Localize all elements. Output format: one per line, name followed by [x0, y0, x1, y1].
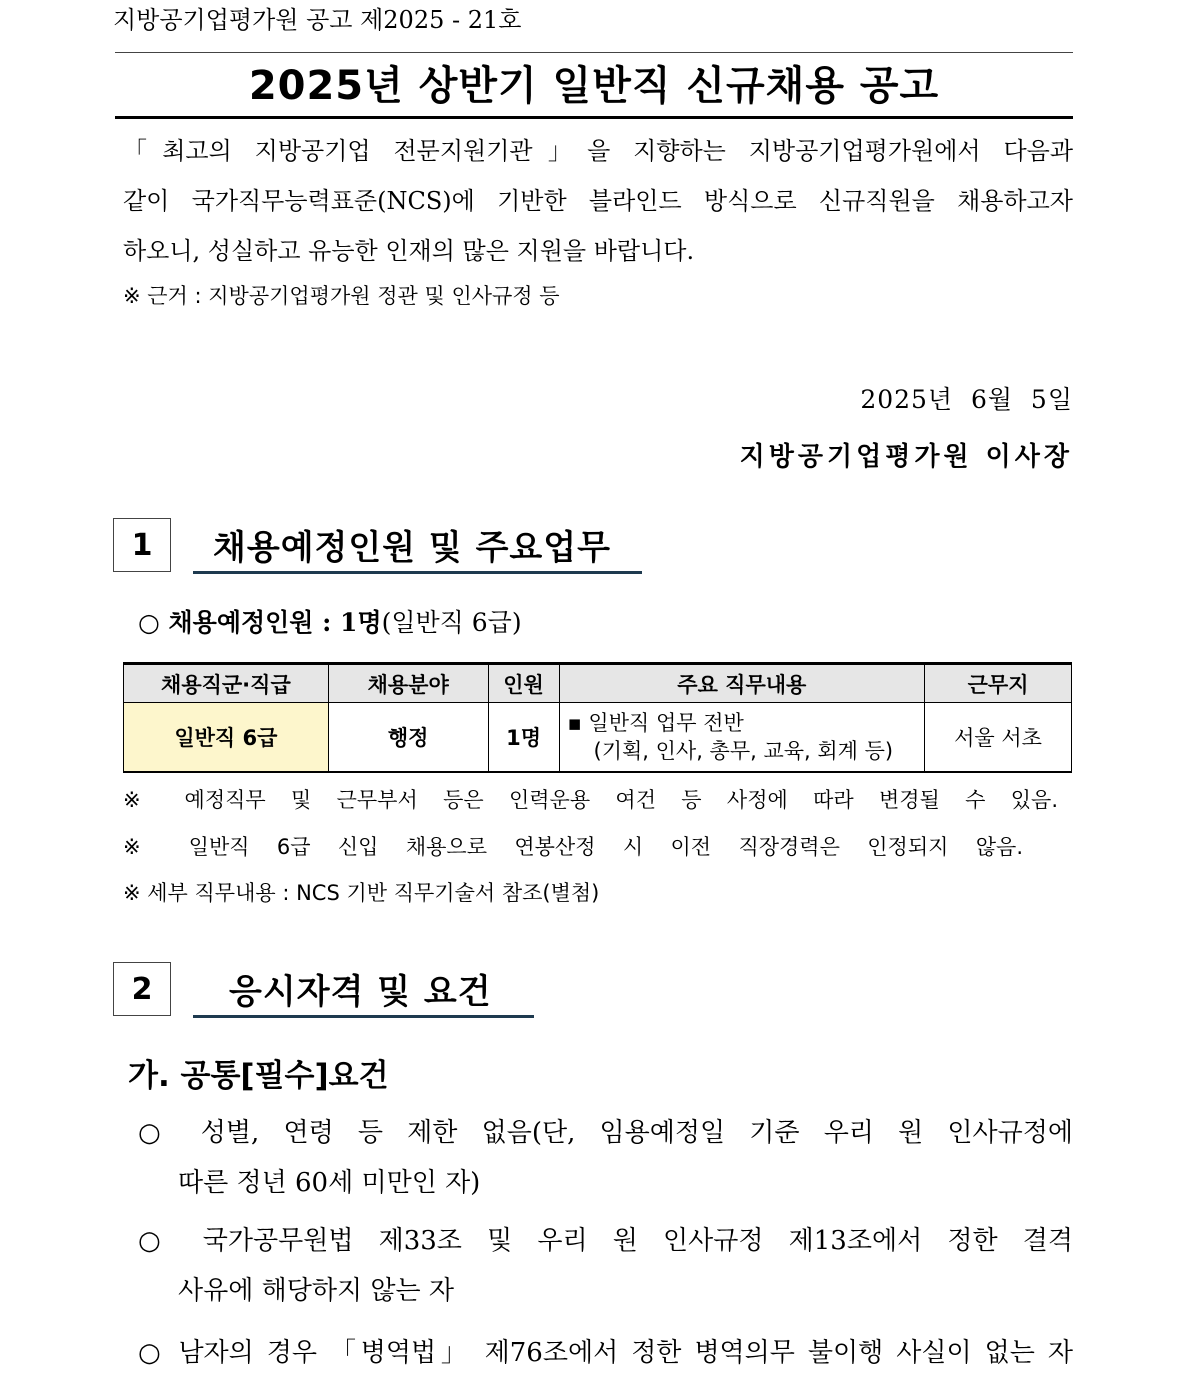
requirement-item	[138, 1216, 1073, 1316]
table-header-cell: 근무지	[925, 664, 1072, 703]
duty-line: (기획, 인사, 총무, 교육, 회계 등)	[593, 739, 894, 763]
workplace-cell: 서울 서초	[925, 703, 1072, 773]
section-title-1: 채용예정인원 및 주요업무	[213, 528, 611, 568]
header-divider	[115, 52, 1073, 53]
announcement-number: 지방공기업평가원 공고 제2025 - 21호	[113, 6, 522, 34]
intro-line: 「최고의 지방공기업 전문지원기관」을 지향하는 지방공기업평가원에서 다음과	[123, 137, 1073, 165]
requirement-line: ○ 국가공무원법 제33조 및 우리 원 인사규정 제13조에서 정한 결격	[138, 1226, 1073, 1256]
intro-line: 하오니, 성실하고 유능한 인재의 많은 지원을 바랍니다.	[123, 237, 695, 265]
announcement-date: 2025년 6월 5일	[860, 385, 1073, 414]
title-divider	[115, 116, 1073, 119]
requirement-item	[138, 1108, 1073, 1208]
note-line: ※ 예정직무 및 근무부서 등은 인력운용 여건 등 사정에 따라 변경될 수 있음.	[123, 788, 1058, 812]
requirement-line: ○ 성별, 연령 등 제한 없음(단, 임용예정일 기준 우리 원 인사규정에	[138, 1118, 1073, 1148]
duty-line: ▪ 일반직 업무 전반	[567, 711, 744, 735]
headcount-label: ○ 채용예정인원 : 1명	[138, 608, 382, 637]
requirement-line: ○ 남자의 경우 「병역법」 제76조에서 정한 병역의무 불이행 사실이 없는 자	[138, 1338, 1073, 1368]
table-row	[124, 703, 1072, 773]
section-number-1: 1	[113, 518, 171, 572]
requirement-line: 사유에 해당하지 않는 자	[178, 1276, 454, 1306]
count-cell: 1명	[488, 703, 559, 773]
recruitment-table	[123, 662, 1072, 773]
note-line: ※ 일반직 6급 신입 채용으로 연봉산정 시 이전 직장경력은 인정되지 않음.	[123, 835, 1023, 859]
intro-line: 같이 국가직무능력표준(NCS)에 기반한 블라인드 방식으로 신규직원을 채용하고자	[123, 187, 1073, 215]
field-cell: 행정	[328, 703, 488, 773]
section-underline-1	[193, 571, 642, 574]
page-title: 2025년 상반기 일반직 신규채용 공고	[248, 63, 940, 109]
headcount-bullet	[138, 603, 522, 639]
table-header-cell: 인원	[488, 664, 559, 703]
table-header-cell: 주요 직무내용	[559, 664, 925, 703]
note-line: ※ 세부 직무내용 : NCS 기반 직무기술서 참조(별첨)	[123, 881, 600, 905]
section-number-2: 2	[113, 962, 171, 1016]
grade-cell: 일반직 6급	[124, 703, 329, 773]
section-title-2: 응시자격 및 요건	[229, 972, 492, 1012]
section-underline-2	[193, 1015, 534, 1018]
legal-basis-note: ※ 근거 : 지방공기업평가원 정관 및 인사규정 등	[123, 284, 560, 308]
issuer-signature: 지방공기업평가원 이사장	[739, 442, 1073, 472]
table-header-row	[124, 664, 1072, 703]
headcount-detail: (일반직 6급)	[381, 608, 522, 637]
table-header-cell: 채용분야	[328, 664, 488, 703]
duty-cell	[559, 703, 925, 773]
requirement-item	[138, 1328, 1073, 1378]
intro-paragraph	[123, 126, 1073, 276]
subsection-heading: 가. 공통[필수]요건	[128, 1058, 389, 1094]
requirement-line: 따른 정년 60세 미만인 자)	[178, 1168, 481, 1198]
table-header-cell: 채용직군·직급	[124, 664, 329, 703]
